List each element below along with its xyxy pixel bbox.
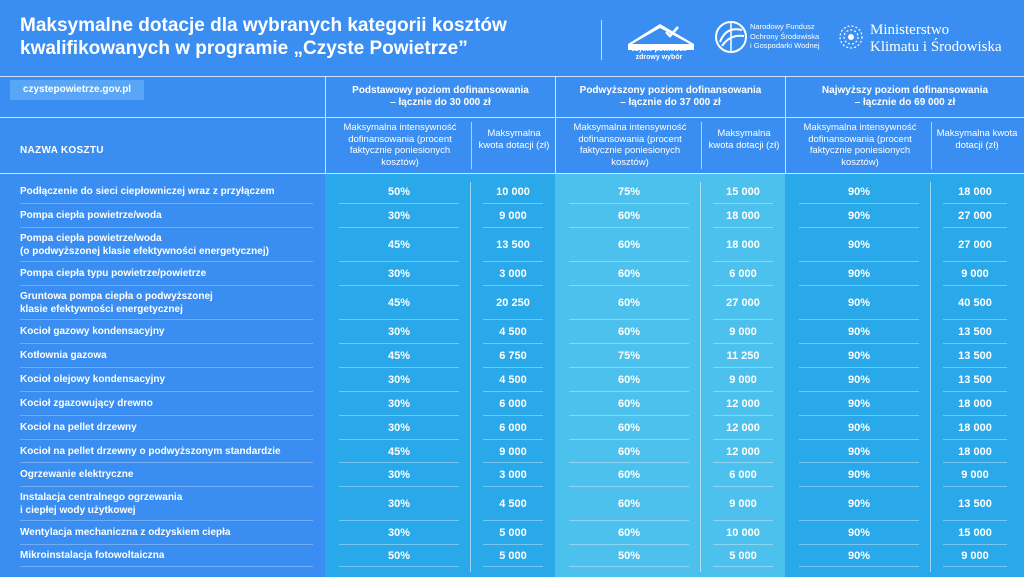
cost-name-text: Pompa ciepła powietrze/woda (o podwyższonej klasie efektywności energetycznej)	[20, 232, 269, 257]
cost-name-row	[20, 344, 313, 368]
cost-name-row	[20, 487, 313, 521]
percentage-cell: 90%	[847, 350, 871, 362]
amount-cell: 27 000	[726, 297, 760, 309]
percentage-cell: 30%	[387, 210, 411, 222]
page-title	[20, 14, 580, 60]
percentage-cell: 50%	[387, 186, 411, 198]
tier-increased-subheader	[555, 118, 785, 173]
percentage-cell: 75%	[617, 350, 641, 362]
tier-increased-limit: – łącznie do 37 000 zł	[620, 97, 721, 108]
amount-cell: 9 000	[729, 374, 757, 386]
tier-basic-pct-header: Maksymalna intensywność dofinansowania (procent faktycznie poniesionych kosztów)	[343, 122, 457, 168]
amount-cell: 5 000	[729, 550, 757, 562]
nfosigw-line-2: Ochrony Środowiska	[750, 31, 820, 41]
cost-name-header: NAZWA KOSZTU	[20, 145, 104, 156]
amount-cell: 4 500	[499, 326, 527, 338]
ministry-logo-icon	[838, 22, 864, 52]
cost-name-row	[20, 463, 313, 487]
percentage-cell: 60%	[617, 297, 641, 309]
title-line-2: kwalifikowanych w programie „Czyste Powietrze”	[20, 38, 468, 59]
cost-name-row	[20, 286, 313, 320]
table-top-border	[0, 76, 1024, 77]
cost-name-text: Kotłownia gazowa	[20, 350, 107, 361]
amount-cell: 5 000	[499, 527, 527, 539]
tier-highest-pct-header: Maksymalna intensywność dofinansowania (procent faktycznie poniesionych kosztów)	[803, 122, 917, 168]
percentage-cell: 90%	[847, 210, 871, 222]
amount-cell: 6 750	[499, 350, 527, 362]
nfosigw-logo-icon	[714, 18, 748, 56]
tier-increased-pct-header: Maksymalna intensywność dofinansowania (procent faktycznie poniesionych kosztów)	[573, 122, 687, 168]
percentage-cell: 45%	[387, 445, 411, 458]
percentage-cell: 60%	[617, 210, 641, 222]
percentage-cell: 30%	[387, 422, 411, 434]
cost-name-text: Gruntowa pompa ciepła o podwyższonej klasie efektywności energetycznej	[20, 290, 213, 315]
cost-name-row	[20, 392, 313, 416]
percentage-cell: 60%	[617, 445, 641, 458]
cost-name-row	[20, 416, 313, 440]
cost-name-text: Kocioł olejowy kondensacyjny	[20, 374, 166, 385]
percentage-cell: 60%	[617, 268, 641, 280]
amount-cell: 3 000	[499, 268, 527, 280]
tier-basic-header	[325, 76, 555, 118]
amount-cell: 18 000	[958, 445, 992, 458]
percentage-cell: 30%	[387, 469, 411, 481]
percentage-cell: 60%	[617, 498, 641, 510]
tier-basic-subheader	[325, 118, 555, 173]
percentage-cell: 30%	[387, 268, 411, 280]
amount-cell: 9 000	[499, 210, 527, 222]
column-separator	[930, 182, 931, 572]
subheader-separator	[471, 122, 472, 169]
column-separator	[470, 182, 471, 572]
cost-name-text: Kocioł zgazowujący drewno	[20, 398, 153, 409]
nfosigw-logo-text	[750, 22, 830, 51]
amount-cell: 12 000	[726, 422, 760, 434]
tier-increased-title: Podwyższony poziom dofinansowania	[579, 85, 762, 96]
percentage-cell: 90%	[847, 297, 871, 309]
percentage-cell: 50%	[387, 550, 411, 562]
amount-cell: 9 000	[961, 268, 989, 280]
amount-cell: 18 000	[958, 422, 992, 434]
cost-name-text: Pompa ciepła powietrze/woda	[20, 210, 162, 221]
subheader-separator	[931, 122, 932, 169]
amount-cell: 20 250	[496, 297, 530, 309]
tier-highest-amt-header: Maksymalna kwota dotacji (zł)	[936, 128, 1018, 151]
header	[0, 0, 1024, 76]
percentage-cell: 45%	[387, 239, 411, 251]
tier-basic-amt-header: Maksymalna kwota dotacji (zł)	[478, 128, 550, 151]
left-header-divider	[0, 117, 325, 118]
header-divider	[601, 20, 602, 60]
percentage-cell: 90%	[847, 422, 871, 434]
tier-highest-subheader	[785, 118, 1024, 173]
percentage-cell: 60%	[617, 469, 641, 481]
percentage-cell: 30%	[387, 527, 411, 539]
amount-cell: 6 000	[499, 422, 527, 434]
amount-cell: 13 500	[958, 374, 992, 386]
amount-cell: 9 000	[729, 326, 757, 338]
cost-name-row	[20, 180, 313, 204]
amount-cell: 13 500	[958, 326, 992, 338]
amount-cell: 4 500	[499, 498, 527, 510]
cost-name-row	[20, 440, 313, 463]
cell-divider	[483, 566, 543, 567]
percentage-cell: 30%	[387, 498, 411, 510]
percentage-cell: 60%	[617, 239, 641, 251]
amount-cell: 27 000	[958, 210, 992, 222]
amount-cell: 18 000	[726, 210, 760, 222]
percentage-cell: 90%	[847, 326, 871, 338]
table-header-border	[0, 173, 1024, 174]
cost-name-text: Mikroinstalacja fotowoltaiczna	[20, 550, 165, 561]
amount-cell: 18 000	[958, 398, 992, 410]
amount-cell: 3 000	[499, 469, 527, 481]
percentage-cell: 60%	[617, 398, 641, 410]
cost-name-text: Kocioł na pellet drzewny o podwyższonym standardzie	[20, 445, 281, 457]
amount-cell: 15 000	[958, 527, 992, 539]
title-line-1: Maksymalne dotacje dla wybranych kategorii kosztów	[20, 15, 507, 36]
percentage-cell: 60%	[617, 374, 641, 386]
subheader-separator	[701, 122, 702, 169]
amount-cell: 6 000	[729, 268, 757, 280]
amount-cell: 40 500	[958, 297, 992, 309]
amount-cell: 9 000	[499, 445, 527, 458]
percentage-cell: 30%	[387, 398, 411, 410]
cost-name-row	[20, 545, 313, 567]
ministry-line-1: Ministerstwo	[870, 22, 950, 38]
tier-highest-title: Najwyższy poziom dofinansowania	[821, 85, 989, 96]
tier-increased-header	[555, 76, 785, 118]
cost-name-row	[20, 368, 313, 392]
tier-increased-amt-header: Maksymalna kwota dotacji (zł)	[708, 128, 780, 151]
percentage-cell: 30%	[387, 326, 411, 338]
amount-cell: 11 250	[726, 350, 760, 362]
amount-cell: 5 000	[499, 550, 527, 562]
tier-highest-limit: – łącznie do 69 000 zł	[854, 97, 956, 108]
cost-name-row	[20, 320, 313, 344]
cost-name-text: Pompa ciepła typu powietrze/powietrze	[20, 268, 207, 279]
amount-cell: 18 000	[726, 239, 760, 251]
percentage-cell: 90%	[847, 550, 871, 562]
cost-name-text: Kocioł na pellet drzewny	[20, 422, 137, 433]
percentage-cell: 30%	[387, 374, 411, 386]
tier-highest-header	[785, 76, 1024, 118]
cell-divider	[713, 566, 773, 567]
amount-cell: 9 000	[961, 469, 989, 481]
amount-cell: 12 000	[726, 398, 760, 410]
nfosigw-line-1: Narodowy Fundusz	[750, 22, 815, 31]
percentage-cell: 90%	[847, 498, 871, 510]
ministry-logo-text	[870, 22, 1020, 56]
amount-cell: 18 000	[958, 186, 992, 198]
amount-cell: 13 500	[958, 350, 992, 362]
percentage-cell: 90%	[847, 268, 871, 280]
nfosigw-line-3: i Gospodarki Wodnej	[750, 41, 820, 50]
cost-name-row	[20, 228, 313, 262]
amount-cell: 6 000	[729, 469, 757, 481]
percentage-cell: 60%	[617, 527, 641, 539]
tier-basic-limit: – łącznie do 30 000 zł	[390, 97, 491, 108]
amount-cell: 13 500	[958, 498, 992, 510]
amount-cell: 9 000	[961, 550, 989, 562]
cell-divider	[943, 566, 1007, 567]
cell-divider	[339, 566, 459, 567]
cell-divider	[569, 566, 689, 567]
tier-basic-title: Podstawowy poziom dofinansowania	[352, 85, 529, 96]
ministry-line-2: Klimatu i Środowiska	[870, 39, 1002, 55]
amount-cell: 15 000	[726, 186, 760, 198]
cost-name-text: Kocioł gazowy kondensacyjny	[20, 326, 165, 337]
percentage-cell: 75%	[617, 186, 641, 198]
percentage-cell: 60%	[617, 422, 641, 434]
percentage-cell: 90%	[847, 239, 871, 251]
amount-cell: 12 000	[726, 445, 760, 458]
cost-name-text: Instalacja centralnego ogrzewania i ciepłej wody użytkowej	[20, 491, 183, 516]
cost-name-text: Wentylacja mechaniczna z odzyskiem ciepła	[20, 527, 231, 538]
amount-cell: 13 500	[496, 239, 530, 251]
czyste-powietrze-logo-text: czyste powietrze zdrowy wybór	[631, 46, 687, 61]
percentage-cell: 50%	[617, 550, 641, 562]
cost-name-row	[20, 204, 313, 228]
cost-name-row	[20, 521, 313, 545]
amount-cell: 10 000	[726, 527, 760, 539]
percentage-cell: 90%	[847, 374, 871, 386]
website-link[interactable]: czystepowietrze.gov.pl	[10, 80, 144, 100]
percentage-cell: 45%	[387, 350, 411, 362]
cell-divider	[799, 566, 919, 567]
column-separator	[700, 182, 701, 572]
cost-name-text: Podłączenie do sieci ciepłowniczej wraz z przyłączem	[20, 186, 275, 197]
amount-cell: 10 000	[496, 186, 530, 198]
amount-cell: 9 000	[729, 498, 757, 510]
cost-name-row	[20, 262, 313, 286]
percentage-cell: 90%	[847, 398, 871, 410]
percentage-cell: 90%	[847, 445, 871, 458]
amount-cell: 27 000	[958, 239, 992, 251]
percentage-cell: 60%	[617, 326, 641, 338]
percentage-cell: 90%	[847, 469, 871, 481]
percentage-cell: 45%	[387, 297, 411, 309]
percentage-cell: 90%	[847, 186, 871, 198]
amount-cell: 6 000	[499, 398, 527, 410]
percentage-cell: 90%	[847, 527, 871, 539]
amount-cell: 4 500	[499, 374, 527, 386]
cost-name-text: Ogrzewanie elektryczne	[20, 469, 134, 480]
